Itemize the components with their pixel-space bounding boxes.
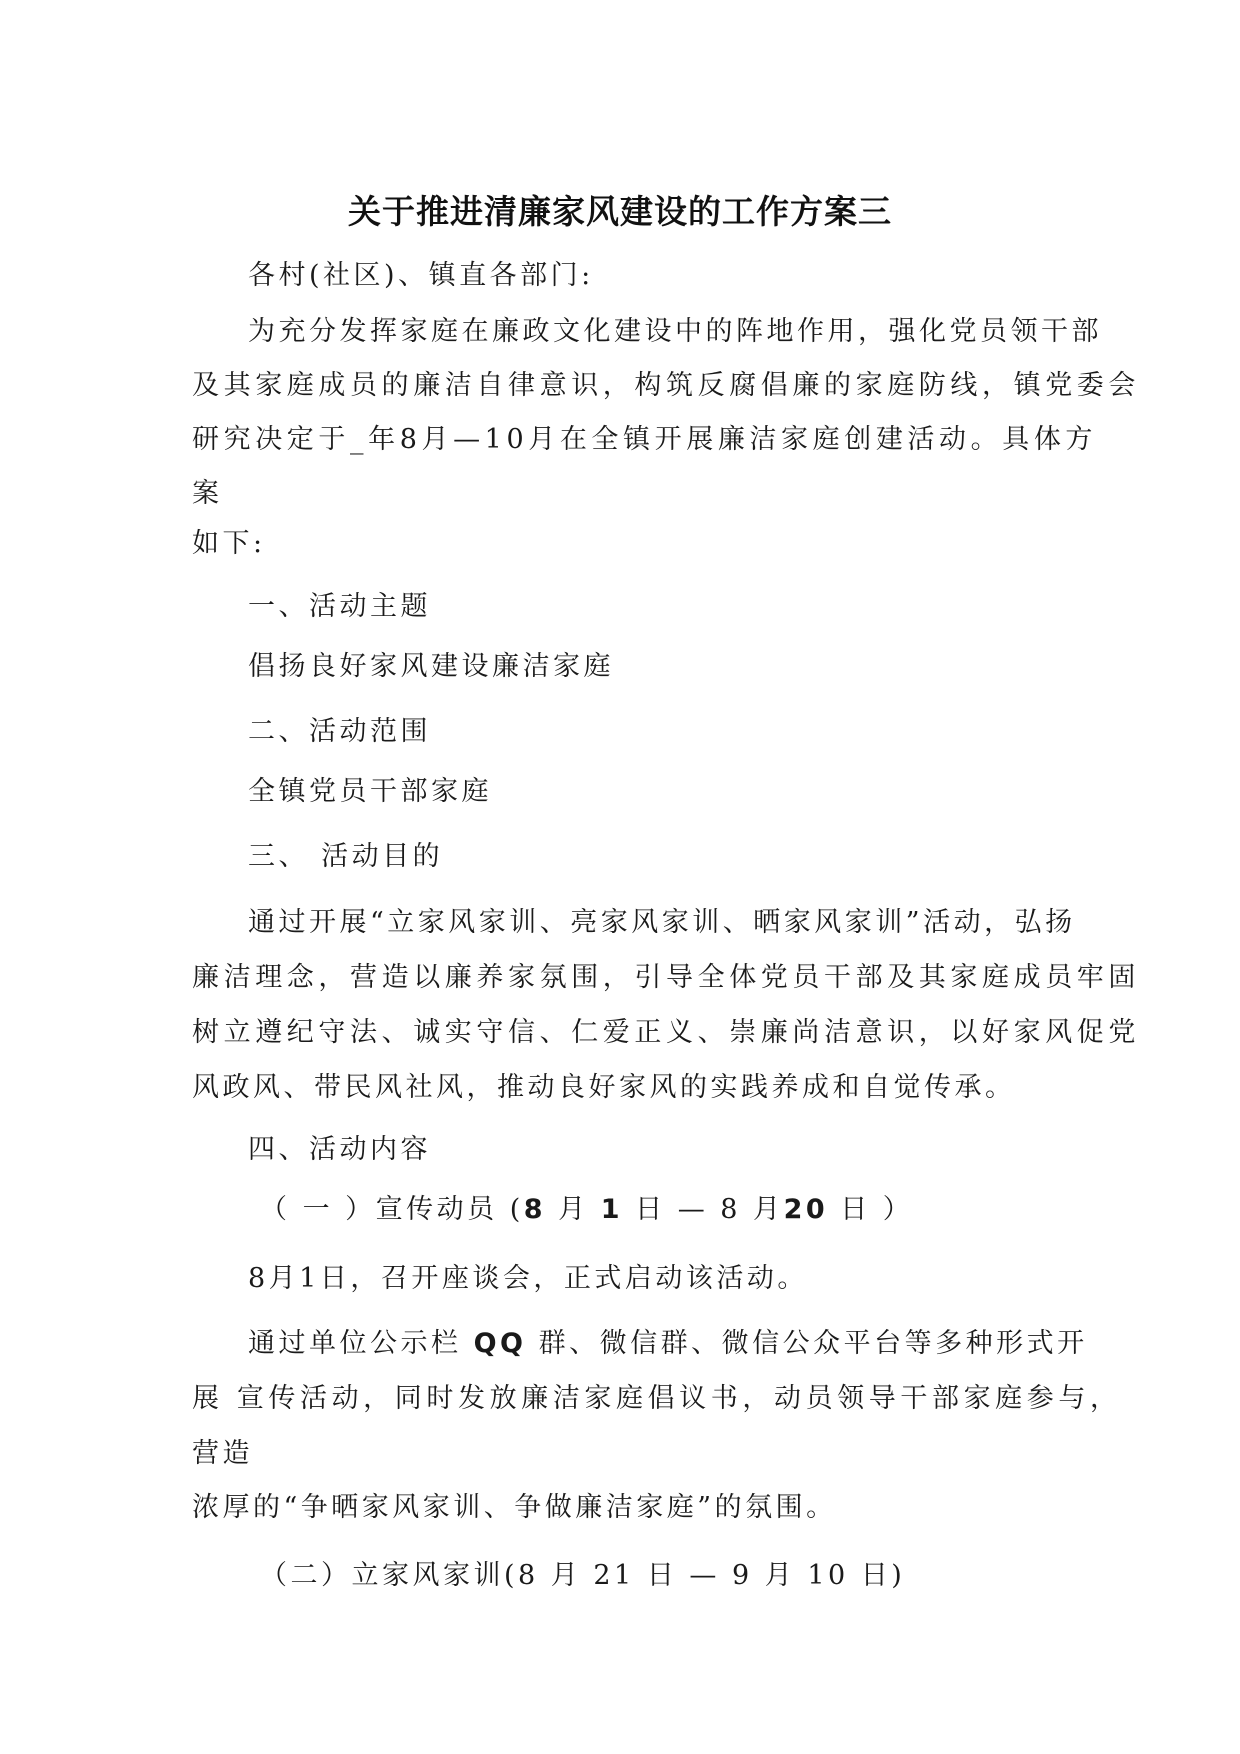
intro-line-3: 研究决定于_年8月—10月在全镇开展廉洁家庭创建活动。具体方 <box>192 424 1098 455</box>
sub1-heading-num2: 1 <box>600 1194 624 1225</box>
document-title: 关于推进清廉家风建设的工作方案三 <box>348 192 892 231</box>
section3-heading: 三、 活动目的 <box>248 841 444 872</box>
sub1-heading-pre: （ 一 ）宣传动员 ( <box>260 1194 524 1225</box>
sub1-paragraph-2-line-1 <box>248 1330 1088 1357</box>
sub1-paragraph-1: 8月1日，召开座谈会，正式启动该活动。 <box>248 1263 808 1294</box>
section3-line-2: 廉洁理念，营造以廉养家氛围，引导全体党员干部及其家庭成员牢固 <box>192 962 1140 993</box>
intro-line-4: 案 <box>192 478 223 509</box>
sub2-heading: （二）立家风家训(8 月 21 日 — 9 月 10 日) <box>260 1560 906 1591</box>
sub1-paragraph-2-line-2: 展 宣传活动，同时发放廉洁家庭倡议书，动员领导干部家庭参与， <box>192 1383 1122 1414</box>
section1-heading: 一、活动主题 <box>248 591 431 622</box>
sub1-heading <box>260 1196 913 1223</box>
intro-line-5: 如下: <box>192 528 266 559</box>
intro-line-1: 为充分发挥家庭在廉政文化建设中的阵地作用，强化党员领干部 <box>248 316 1102 347</box>
sub1-heading-num3: 20 <box>783 1194 829 1225</box>
sub1-p2-pre: 通过单位公示栏 <box>248 1328 474 1359</box>
sub1-p2-qq: QQ <box>473 1328 527 1359</box>
sub1-heading-post: 日 ） <box>828 1194 914 1225</box>
section2-body: 全镇党员干部家庭 <box>248 776 492 807</box>
section4-heading: 四、活动内容 <box>248 1134 431 1165</box>
intro-line-2: 及其家庭成员的廉洁自律意识，构筑反腐倡廉的家庭防线，镇党委会 <box>192 370 1140 401</box>
section1-body: 倡扬良好家风建设廉洁家庭 <box>248 651 614 682</box>
sub1-paragraph-2-line-3: 营造 <box>192 1438 253 1469</box>
sub1-heading-num1: 8 <box>523 1194 547 1225</box>
section3-line-1: 通过开展“立家风家训、亮家风家训、晒家风家训”活动，弘扬 <box>248 907 1076 938</box>
section2-heading: 二、活动范围 <box>248 716 431 747</box>
sub1-p2-post: 群、微信群、微信公众平台等多种形式开 <box>526 1328 1088 1359</box>
section3-line-3: 树立遵纪守法、诚实守信、仁爱正义、崇廉尚洁意识，以好家风促党 <box>192 1017 1140 1048</box>
sub1-paragraph-2-line-4: 浓厚的“争晒家风家训、争做廉洁家庭”的氛围。 <box>192 1492 837 1523</box>
section3-line-4: 风政风、带民风社风，推动良好家风的实践养成和自觉传承。 <box>192 1072 1016 1103</box>
sub1-heading-mid1: 月 <box>546 1194 601 1225</box>
sub1-heading-mid2: 日 — 8 月 <box>623 1194 784 1225</box>
salutation: 各村(社区)、镇直各部门: <box>248 260 594 291</box>
